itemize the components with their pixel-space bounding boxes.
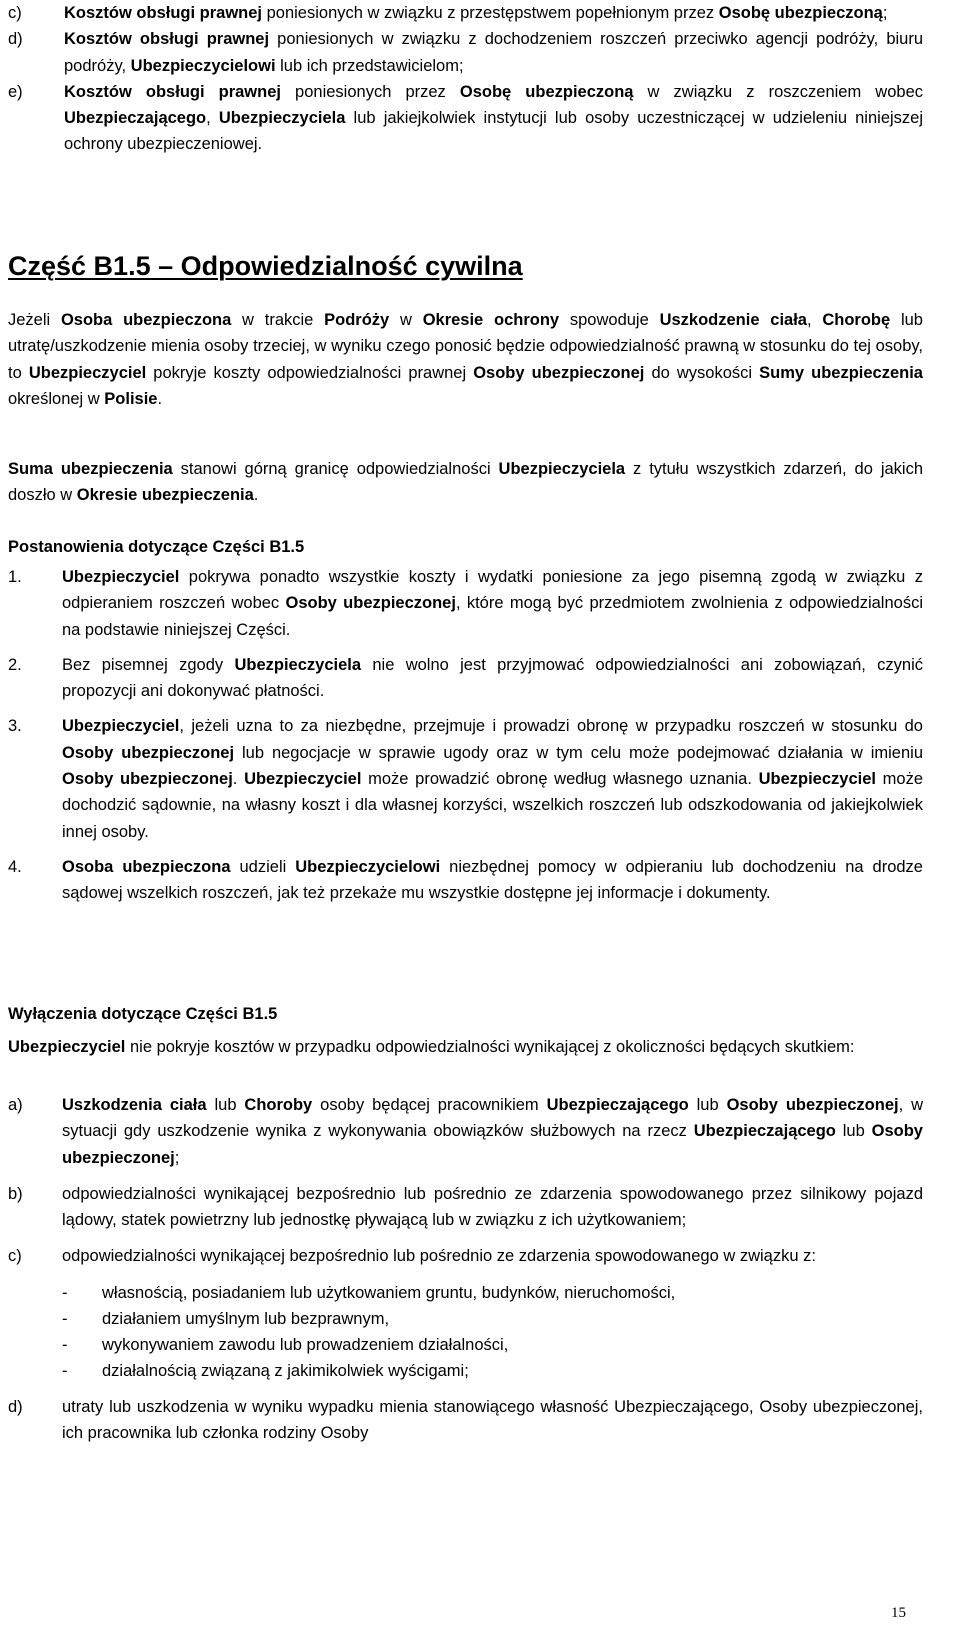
top-list-item: [8, 0, 923, 26]
provision-item: [8, 713, 923, 844]
text-run: spowoduje: [559, 311, 660, 329]
exclusion-item: [8, 1394, 923, 1447]
bold-term: Ubezpieczyciel: [28, 363, 147, 382]
text-run: może prowadzić obronę według własnego uznania.: [361, 770, 759, 789]
bold-term: Osoby ubezpieczonej: [473, 363, 645, 382]
text-run: lub jakiejkolwiek instytucji lub osoby uczestniczącej w udzieleniu niniejszej ochrony ubezpieczeniowej.: [64, 109, 923, 154]
bold-term: Osoby ubezpieczonej: [62, 743, 235, 762]
text-run: ;: [882, 4, 888, 22]
bold-term: Ubezpieczyciel: [62, 717, 180, 736]
bold-term: Kosztów obsługi prawnej: [64, 30, 270, 49]
text-run: .: [232, 770, 245, 789]
text-run: utraty lub uszkodzenia w wyniku wypadku mienia stanowiącego własność Ubezpieczającego, Osoby ubezpieczonej, ich pracownika lub członka rodziny Osoby: [62, 1397, 923, 1443]
list-text: [62, 858, 923, 902]
text-run: odpowiedzialności wynikającej bezpośrednio lub pośrednio ze zdarzenia spowodowanego w związku z:: [62, 1247, 816, 1266]
bold-term: Ubezpieczyciela: [498, 460, 626, 478]
bold-term: Chorobę: [822, 311, 891, 329]
text-run: w trakcie: [231, 311, 325, 329]
dash-marker: -: [62, 1361, 68, 1380]
suma-paragraph: [8, 456, 923, 509]
bold-term: Ubezpieczyciela: [234, 655, 362, 674]
bold-term: Podróży: [324, 311, 390, 329]
text-run: lub ich przedstawicielom;: [275, 56, 464, 75]
text-run: udzieli: [230, 857, 296, 876]
bold-term: Osoba ubezpieczona: [62, 857, 231, 876]
text-run: nie pokryje kosztów w przypadku odpowiedzialności wynikającej z okoliczności będących skutkiem:: [125, 1038, 855, 1056]
dash-marker: -: [62, 1283, 68, 1302]
page-number: 15: [891, 1605, 906, 1621]
list-text: [62, 717, 923, 840]
bold-term: Ubezpieczycielowi: [130, 56, 276, 75]
bold-term: Ubezpieczyciel: [758, 770, 876, 789]
list-text: [62, 656, 923, 700]
provision-item: [8, 854, 923, 907]
bold-term: Polisie: [104, 389, 158, 408]
text-run: stanowi górną granicę odpowiedzialności: [172, 460, 499, 478]
intro-paragraph: [8, 307, 923, 412]
bold-term: Ubezpieczyciel: [62, 568, 180, 586]
bold-term: Okresie ubezpieczenia: [76, 486, 254, 505]
bold-term: Suma ubezpieczenia: [8, 460, 173, 478]
bold-term: Uszkodzenia ciała: [62, 1096, 207, 1114]
text-run: lub utratę/uszkodzenie mienia osoby trzeciej, w wyniku czego ponosić będzie odpowiedzialność prawną w stosunku do tej osoby, to: [8, 311, 923, 382]
text-run: może dochodzić sądownie, na własny koszt i dla własnej korzyści, wszelkich roszczeń lub odszkodowania od jakiejkolwiek innej osoby.: [62, 770, 924, 841]
dash-item: [62, 1358, 923, 1384]
list-label: a): [8, 1096, 23, 1114]
list-label: d): [8, 1397, 23, 1416]
bold-term: Ubezpieczającego: [546, 1096, 689, 1114]
text-run: do wysokości: [644, 363, 760, 382]
bold-term: Ubezpieczyciel: [244, 770, 362, 789]
bold-term: Okresie ochrony: [422, 311, 560, 329]
top-list-item: [8, 26, 923, 79]
dash-item: [62, 1280, 923, 1306]
dash-text: własnością, posiadaniem lub użytkowaniem gruntu, budynków, nieruchomości,: [102, 1283, 676, 1302]
bold-term: Ubezpieczycielowi: [295, 857, 441, 876]
exclusion-item: [8, 1092, 923, 1171]
list-label: c): [8, 4, 22, 22]
list-label: b): [8, 1184, 23, 1203]
text-run: lub: [835, 1122, 872, 1141]
text-run: , jeżeli uzna to za niezbędne, przejmuje i prowadzi obronę w przypadku roszczeń w stosunku do: [179, 717, 923, 736]
text-run: ,: [806, 311, 823, 329]
exclusion-item: [8, 1243, 923, 1383]
bold-term: Ubezpieczającego: [64, 109, 207, 128]
text-run: w związku z roszczeniem wobec: [633, 82, 923, 101]
bold-term: Osobę ubezpieczoną: [718, 4, 883, 22]
exclusions-heading: Wyłączenia dotyczące Części B1.5: [8, 1005, 278, 1023]
dash-item: [62, 1332, 923, 1358]
dash-list: [62, 1280, 923, 1384]
section-heading: Część B1.5 – Odpowiedzialność cywilna: [8, 251, 523, 281]
list-label: d): [8, 30, 23, 49]
list-text: [62, 1096, 923, 1167]
bold-term: Osoby ubezpieczonej: [726, 1096, 899, 1114]
list-text: [62, 1185, 923, 1229]
exclusions-intro: [8, 1034, 923, 1060]
text-run: ,: [206, 109, 219, 128]
list-text: [62, 1247, 816, 1265]
dash-text: wykonywaniem zawodu lub prowadzeniem działalności,: [102, 1335, 509, 1354]
list-label: 1.: [8, 568, 22, 586]
text-run: nie wolno jest przyjmować odpowiedzialności ani zobowiązań, czynić propozycji ani dokonywać płatności.: [62, 655, 924, 701]
list-text: [62, 568, 923, 639]
dash-item: [62, 1306, 923, 1332]
bold-term: Uszkodzenie ciała: [659, 311, 807, 329]
text-run: Bez pisemnej zgody: [62, 655, 235, 674]
text-run: niezbędnej pomocy w odpieraniu lub dochodzeniu na drodze sądowej wszelkich roszczeń, jak też przekaże mu wszystkie dostępne jej informacje i dokumenty.: [62, 857, 923, 903]
provisions-list: [8, 564, 923, 916]
dash-text: działalnością związaną z jakimikolwiek wyścigami;: [102, 1361, 469, 1380]
text-run: poniesionych w związku z przestępstwem popełnionym przez: [262, 4, 719, 22]
text-run: , w sytuacji gdy uszkodzenie wynika z wykonywania obowiązków służbowych na rzecz: [62, 1096, 924, 1141]
text-run: Jeżeli: [8, 311, 61, 329]
bold-term: Osobę ubezpieczoną: [459, 82, 634, 101]
dash-text: działaniem umyślnym lub bezprawnym,: [102, 1309, 390, 1328]
dash-marker: -: [62, 1335, 68, 1354]
bold-term: Ubezpieczyciela: [218, 109, 346, 128]
text-run: poniesionych w związku z dochodzeniem roszczeń przeciwko agencji podróży, biuru podróży,: [64, 30, 924, 75]
text-run: , które mogą być przedmiotem zwolnienia z odpowiedzialności na podstawie niniejszej Części.: [62, 594, 923, 639]
text-run: .: [253, 486, 259, 505]
exclusion-item: [8, 1181, 923, 1234]
bold-term: Osoba ubezpieczona: [60, 311, 232, 329]
list-text: [64, 4, 887, 22]
dash-marker: -: [62, 1309, 68, 1328]
list-label: 4.: [8, 857, 22, 876]
top-list: [8, 0, 923, 158]
list-text: [64, 30, 923, 74]
provision-item: [8, 652, 923, 705]
text-run: lub: [206, 1096, 245, 1114]
text-run: ;: [174, 1148, 180, 1167]
bold-term: Ubezpieczającego: [693, 1122, 836, 1141]
bold-term: Choroby: [244, 1096, 313, 1114]
text-run: .: [157, 389, 163, 408]
list-label: c): [8, 1247, 22, 1266]
text-run: lub negocjacje w sprawie ugody oraz w tym celu może podejmować działania w imieniu: [234, 743, 923, 762]
text-run: poniesionych przez: [280, 82, 460, 101]
exclusions-list: [8, 1092, 923, 1456]
bold-term: Sumy ubezpieczenia: [759, 363, 923, 382]
list-label: 2.: [8, 655, 22, 674]
bold-term: Osoby ubezpieczonej: [62, 770, 233, 789]
text-run: pokrywa ponadto wszystkie koszty i wydatki poniesione za jego pisemną zgodą w związku z odpieraniem roszczeń wobec: [62, 568, 923, 613]
bold-term: Kosztów obsługi prawnej: [64, 82, 281, 101]
text-run: pokryje koszty odpowiedzialności prawnej: [146, 363, 474, 382]
text-run: określonej w: [8, 389, 105, 408]
list-text: [64, 83, 923, 154]
bold-term: Ubezpieczyciel: [8, 1038, 126, 1056]
provision-item: [8, 564, 923, 643]
text-run: z tytułu wszystkich zdarzeń, do jakich doszło w: [8, 460, 924, 505]
list-text: [62, 1398, 923, 1442]
text-run: w: [389, 311, 423, 329]
provisions-heading: Postanowienia dotyczące Części B1.5: [8, 538, 305, 556]
bold-term: Osoby ubezpieczonej: [285, 594, 456, 613]
text-run: odpowiedzialności wynikającej bezpośrednio lub pośrednio ze zdarzenia spowodowanego przez silnikowy pojazd lądowy, statek powietrzny lub jednostkę pływającą lub w związku z ich użytkowaniem;: [62, 1184, 923, 1230]
bold-term: Kosztów obsługi prawnej: [64, 4, 263, 22]
bold-term: Osoby ubezpieczonej: [62, 1122, 923, 1167]
list-label: e): [8, 82, 23, 101]
text-run: lub: [688, 1096, 727, 1114]
list-label: 3.: [8, 717, 22, 736]
top-list-item: [8, 79, 923, 158]
text-run: osoby będącej pracownikiem: [312, 1096, 547, 1114]
